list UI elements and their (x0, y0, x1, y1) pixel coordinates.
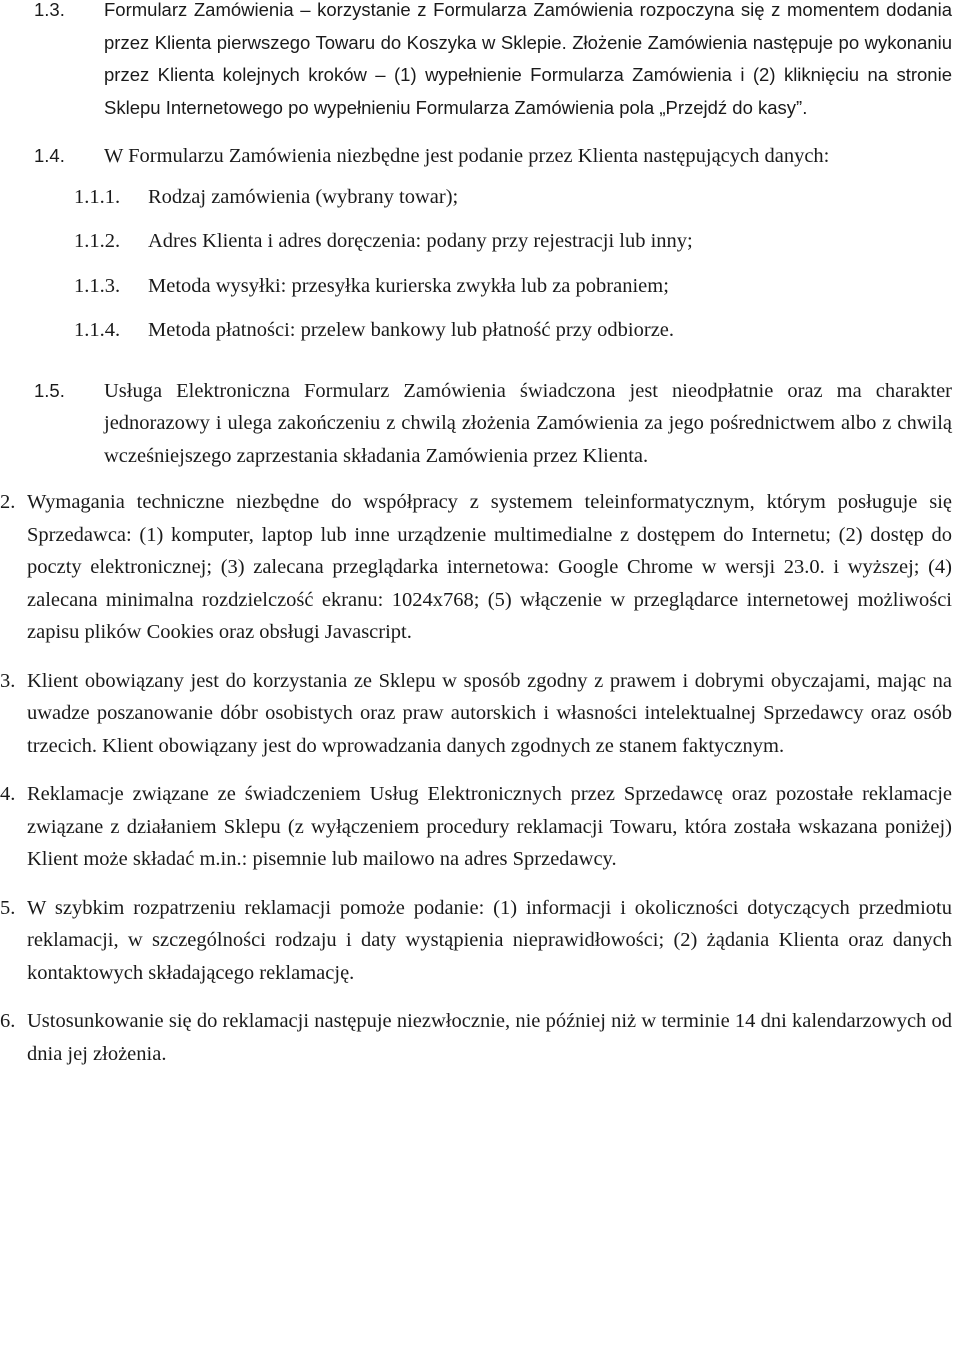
list-item-number: 1.1.2. (74, 230, 121, 252)
paragraph-number: 6. (0, 1010, 16, 1032)
paragraph-2 (0, 486, 952, 649)
paragraph-4 (0, 778, 952, 876)
paragraph-1-3 (0, 0, 952, 124)
paragraph-5 (0, 892, 952, 990)
paragraph-text-main: Formularz Zamówienia – korzystanie z Formularza Zamówienia rozpoczyna się z momentem dodania przez Klienta pierwszego Towaru do Koszyka w Sklepie. Złożenie Zamówienia następuje po wykonaniu przez Klienta kolejnych kroków – (1) wypełnienie Formularza Zamówienia i (2) kliknięciu na stronie Sklepu Internetowego po wypełnieniu Formularza Zamówienia pola (104, 0, 952, 118)
paragraph-3 (0, 665, 952, 763)
list-item-text: Rodzaj zamówienia (wybrany towar); (148, 185, 459, 208)
list-item (74, 270, 952, 315)
paragraph-number: 2. (0, 491, 16, 513)
paragraph-text: W szybkim rozpatrzeniu reklamacji pomoże podanie: (1) informacji i okoliczności dotyczących przedmiotu reklamacji, w szczególności rodzaju i daty wystąpienia nieprawidłowości; (2) żądania Klienta oraz danych kontaktowych składającego reklamację. (27, 896, 952, 984)
paragraph-number: 1.5. (34, 379, 65, 401)
list-item-number: 1.1.1. (74, 185, 121, 208)
paragraph-6 (0, 1005, 952, 1070)
paragraph-text-quote: „Przejdź do kasy”. (659, 96, 808, 118)
list-item-text: Adres Klienta i adres doręczenia: podany przy rejestracji lub inny; (148, 230, 693, 252)
list-item-number: 1.1.4. (74, 319, 121, 341)
paragraph-number: 5. (0, 896, 16, 919)
order-data-list (0, 181, 952, 359)
paragraph-number: 1.3. (34, 0, 65, 20)
paragraph-text: W Formularzu Zamówienia niezbędne jest podanie przez Klienta następujących danych: (104, 145, 830, 167)
paragraph-number: 3. (0, 669, 16, 692)
list-item-number: 1.1.3. (74, 274, 121, 297)
list-item-text: Metoda płatności: przelew bankowy lub płatność przy odbiorze. (148, 319, 675, 341)
paragraph-text (104, 0, 952, 124)
paragraph-number: 4. (0, 783, 16, 805)
paragraph-1-4 (0, 140, 952, 173)
list-item-text: Metoda wysyłki: przesyłka kurierska zwykła lub za pobraniem; (148, 274, 669, 297)
paragraph-text: Reklamacje związane ze świadczeniem Usług Elektronicznych przez Sprzedawcę oraz pozostałe reklamacje związane z działaniem Sklepu (z wyłączeniem procedury reklamacji Towaru, która została wskazana poniżej) Klient może składać m.in.: pisemnie lub mailowo na adres Sprzedawcy. (27, 783, 952, 870)
paragraph-text: Ustosunkowanie się do reklamacji następuje niezwłocznie, nie później niż w terminie 14 dni kalendarzowych od dnia jej złożenia. (27, 1010, 952, 1065)
list-item (74, 181, 952, 226)
paragraph-text: Klient obowiązany jest do korzystania ze Sklepu w sposób zgodny z prawem i dobrymi obyczajami, mając na uwadze poszanowanie dóbr osobistych oraz praw autorskich i własności intelektualnej Sprzedawcy oraz osób trzecich. Klient obowiązany jest do wprowadzania danych zgodnych ze stanem faktycznym. (27, 669, 952, 757)
paragraph-number: 1.4. (34, 145, 65, 166)
list-item (74, 225, 952, 270)
paragraph-text: Usługa Elektroniczna Formularz Zamówienia świadczona jest nieodpłatnie oraz ma charakter jednorazowy i ulega zakończeniu z chwilą złożenia Zamówienia za jego pośrednictwem albo z chwilą wcześniejszego zaprzestania składania Zamówienia przez Klienta. (104, 379, 952, 467)
paragraph-1-5 (0, 375, 952, 473)
paragraph-text: Wymagania techniczne niezbędne do współpracy z systemem teleinformatycznym, którym posługuje się Sprzedawca: (1) komputer, laptop lub inne urządzenie multimedialne z dostępem do Internetu; (2) dostęp do poczty elektronicznej; (3) zalecana przeglądarka internetowa: Google Chrome w wersji 23.0. i wyższej; (4) zalecana minimalna rozdzielczość ekranu: 1024x768; (5) włączenie w przeglądarce internetowej możliwości zapisu plików Cookies oraz obsługi Javascript. (27, 491, 952, 643)
list-item (74, 314, 952, 359)
